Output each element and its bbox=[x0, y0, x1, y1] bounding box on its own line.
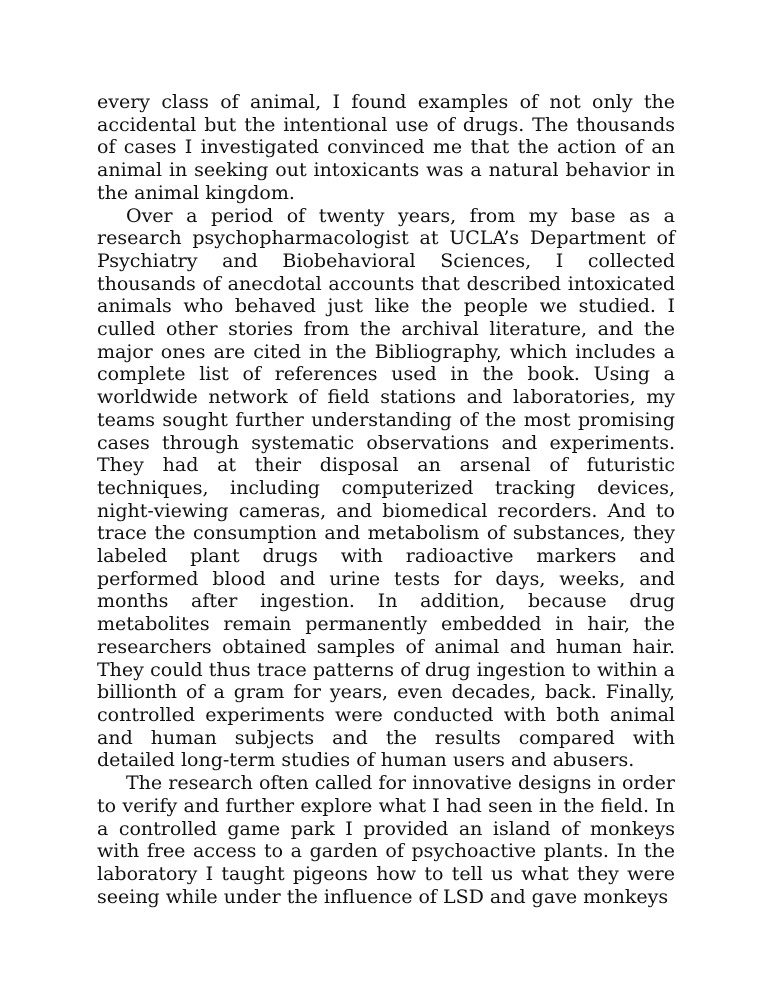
paragraph-continued: every class of animal, I found examples of not only the accidental but the intentional use of drugs. The thousands of cases I investigated convinced me that the action of an animal in seeking out intoxicants was a natural behavior in the animal kingdom. bbox=[97, 91, 675, 204]
paragraph-innovative-designs: The research often called for innovative designs in order to verify and further explore what I had seen in the field. In a controlled game park I provided an island of monkeys with free access to a garden of psychoactive plants. In the laboratory I taught pigeons how to tell us what they were seeing while under the influence of LSD and gave monkeys bbox=[97, 772, 675, 908]
book-page-text bbox=[97, 91, 675, 908]
paragraph-research-methods: Over a period of twenty years, from my base as a research psychopharmacologist at UCLA’s Department of Psychiatry and Biobehavioral Sciences, I collected thousands of anecdotal accounts that described intoxicated animals who behaved just like the people we studied. I culled other stories from the archival literature, and the major ones are cited in the Bibliography, which includes a complete list of references used in the book. Using a worldwide network of field stations and laboratories, my teams sought further understanding of the most promising cases through systematic observations and experiments. They had at their disposal an arsenal of futuristic techniques, including computerized tracking devices, night-viewing cameras, and biomedical recorders. And to trace the consumption and metabolism of substances, they labeled plant drugs with radioactive markers and performed blood and urine tests for days, weeks, and months after ingestion. In addition, because drug metabolites remain permanently embedded in hair, the researchers obtained samples of animal and human hair. They could thus trace patterns of drug ingestion to within a billionth of a gram for years, even decades, back. Finally, controlled experiments were conducted with both animal and human subjects and the results compared with detailed long-term studies of human users and abusers. bbox=[97, 204, 675, 772]
